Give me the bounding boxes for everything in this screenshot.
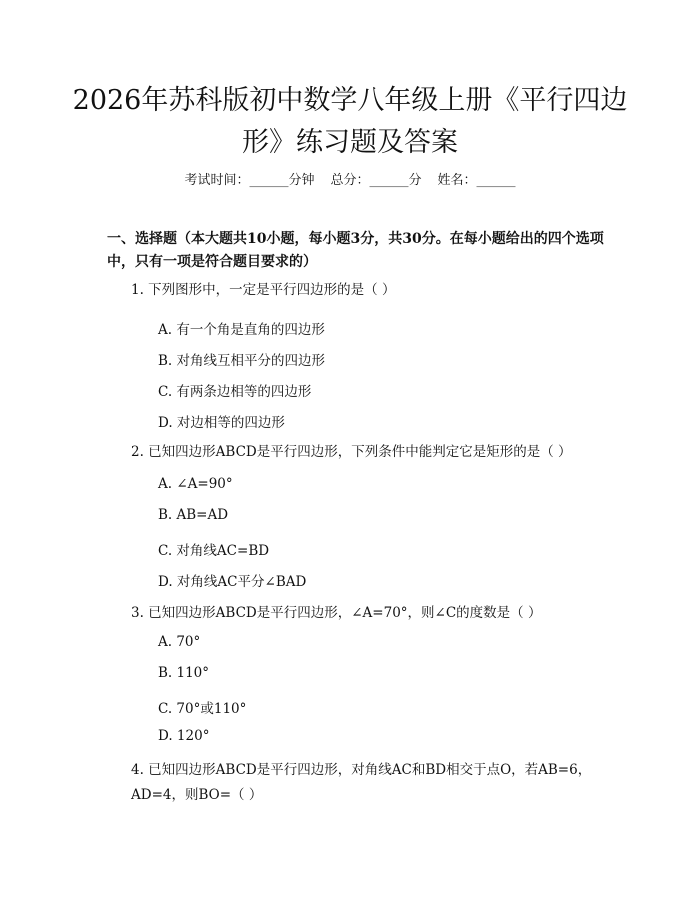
exam-time: 考试时间：______分钟 (184, 173, 315, 188)
question-2: 2. 已知四边形ABCD是平行四边形，下列条件中能判定它是矩形的是（ ） (131, 444, 572, 460)
question-4: 4. 已知四边形ABCD是平行四边形，对角线AC和BD相交于点O，若AB=6，AD=4，则BO=（ ） (131, 762, 592, 803)
q1-option-a: A. 有一个角是直角的四边形 (158, 322, 325, 338)
q3-option-c: C. 70°或110° (158, 701, 247, 717)
document-title: 2026年苏科版初中数学八年级上册《平行四边形》练习题及答案 (72, 85, 628, 158)
question-1: 1. 下列图形中，一定是平行四边形的是（ ） (131, 282, 396, 298)
exam-info (0, 169, 700, 188)
total-score: 总分：______分 (330, 173, 422, 188)
q2-option-b: B. AB=AD (158, 507, 229, 523)
q3-option-b: B. 110° (158, 665, 210, 681)
q2-option-d: D. 对角线AC平分∠BAD (158, 574, 307, 590)
q1-option-c: C. 有两条边相等的四边形 (158, 384, 312, 400)
q2-option-c: C. 对角线AC=BD (158, 543, 270, 559)
question-3: 3. 已知四边形ABCD是平行四边形，∠A=70°，则∠C的度数是（ ） (131, 605, 542, 621)
q3-option-d: D. 120° (158, 728, 210, 744)
q1-option-d: D. 对边相等的四边形 (158, 415, 285, 431)
q2-option-a: A. ∠A=90° (158, 476, 233, 492)
q1-option-b: B. 对角线互相平分的四边形 (158, 353, 326, 369)
section-heading: 一、选择题（本大题共10小题，每小题3分，共30分。在每小题给出的四个选项中，只有一项是符合题目要求的） (107, 231, 604, 270)
q3-option-a: A. 70° (158, 634, 201, 650)
student-name: 姓名：______ (437, 173, 516, 188)
